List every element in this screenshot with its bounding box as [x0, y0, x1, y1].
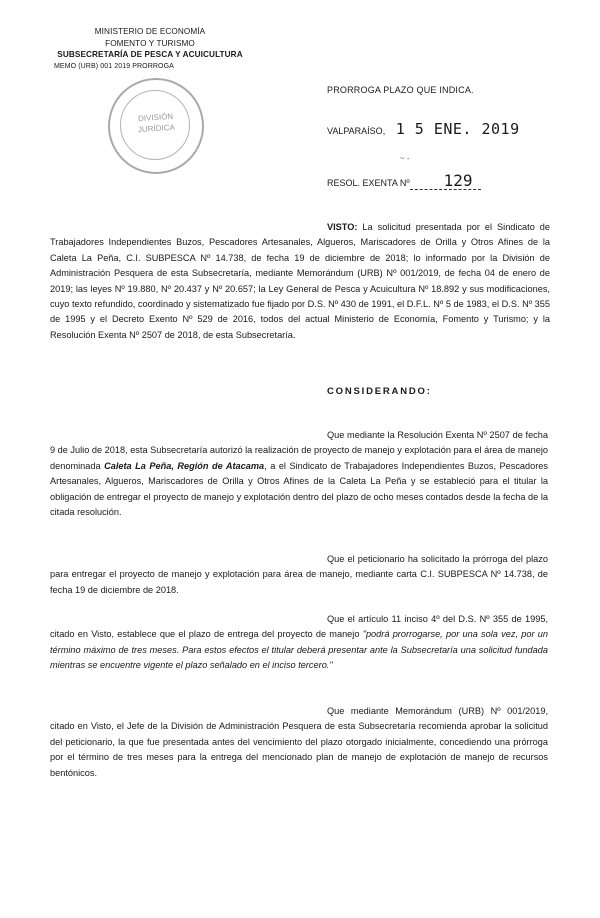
letterhead: [50, 26, 250, 72]
place-date: [327, 120, 520, 138]
memo-reference: MEMO (URB) 001 2019 PRORROGA: [54, 62, 174, 70]
considerando-heading: CONSIDERANDO:: [327, 386, 432, 397]
date-stamp: 1 5 ENE. 2019: [395, 120, 520, 138]
place: VALPARAÍSO,: [327, 126, 386, 136]
resolution-number: 129: [410, 173, 481, 190]
stamp-line-2: JURÍDICA: [137, 122, 176, 135]
resolution-number-line: [327, 173, 481, 190]
division-stamp: [108, 78, 204, 174]
handwritten-marks: ~ -: [400, 154, 410, 163]
considerando-paragraph-1: Que mediante la Resolución Exenta Nº 2507 de fecha 9 de Julio de 2018, esta Subsecretaría autorizó la realización de proyecto de manejo y explotación para el área de manejo denominada Caleta La Peña, Región de Atacama, a el Sindicato de Trabajadores Independientes Buzos, Pescadores Artesanales, Algueros, Mariscadores de Orilla y Otros Afines de la Caleta La Peña y se estableció para el titular la obligación de entregar el proyecto de manejo y explotación dentro del plazo de ocho meses contados desde la fecha de la citada resolución.: [50, 430, 549, 518]
considerando-paragraph-4: Que mediante Memorándum (URB) Nº 001/2019, citado en Visto, el Jefe de la División de Administración Pesquera de esta Subsecretaría recomienda aprobar la solicitud del peticionario, la que fue presentada antes del vencimiento del plazo otorgado inicialmente, concediendo una prórroga por el término de tres meses para la entrega del mencionado plan de manejo de explotación de manejo de recursos bentónicos.: [50, 706, 548, 778]
considerando-paragraph-3: Que el artículo 11 inciso 4º del D.S. Nº 355 de 1995, citado en Visto, establece que el plazo de entrega del proyecto de manejo "podrá prorrogarse, por una sola vez, por un término máximo de tres meses. Para estos efectos el titular deberá presentar ante la Subsecretaría una solicitud fundada mientras se encuentre vigente el plazo señalado en el inciso tercero.": [50, 614, 548, 671]
ministry-line-2: FOMENTO Y TURISMO: [105, 38, 195, 48]
area-name: Caleta La Peña, Región de Atacama: [104, 460, 265, 471]
legal-quote: "podrá prorrogarse, por una sola vez, por un término máximo de tres meses. Para estos efectos el titular deberá presentar ante la Subsecretaría una solicitud fundada mientras se encuentre vigente el plazo señalado en el inciso tercero.": [50, 629, 548, 671]
resolution-label: RESOL. EXENTA Nº: [327, 178, 410, 188]
visto-paragraph: [50, 220, 550, 343]
visto-label: VISTO:: [327, 222, 358, 232]
visto-text: La solicitud presentada por el Sindicato de Trabajadores Independientes Buzos, Pescadores Artesanales, Algueros, Mariscadores de Orilla y Otros Afines de la Caleta La Peña, C.I. SUBPESCA Nº 14.738, de fecha 19 de diciembre de 2018; lo informado por la División de Administración Pesquera de esta Subsecretaría, mediante Memorándum (URB) Nº 001/2019, de fecha 04 de enero de 2019; las leyes Nº 19.880, Nº 20.437 y Nº 20.657; la Ley General de Pesca y Acuicultura Nº 18.892 y sus modificaciones, cuyo texto refundido, coordinado y sistematizado fue fijado por D.S. Nº 430 de 1991, el D.F.L. Nº 5 de 1983, el D.S. Nº 355 de 1995 y el Decreto Exento Nº 529 de 2016, todos del actual Ministerio de Economía, Fomento y Turismo; y la Resolución Exenta Nº 2507 de 2018, de esta Subsecretaría.: [50, 222, 550, 340]
reference-title: PRORROGA PLAZO QUE INDICA.: [327, 85, 474, 95]
considerando-paragraph-2: Que el peticionario ha solicitado la prórroga del plazo para entregar el proyecto de manejo y explotación para área de manejo, mediante carta C.I. SUBPESCA Nº 14.738, de fecha 19 de diciembre de 2018.: [50, 554, 548, 595]
stamp-line-1: DIVISIÓN: [137, 111, 174, 124]
subsecretaria-line: SUBSECRETARÍA DE PESCA Y ACUICULTURA: [57, 50, 243, 59]
ministry-line: MINISTERIO DE ECONOMÍA: [94, 27, 206, 36]
